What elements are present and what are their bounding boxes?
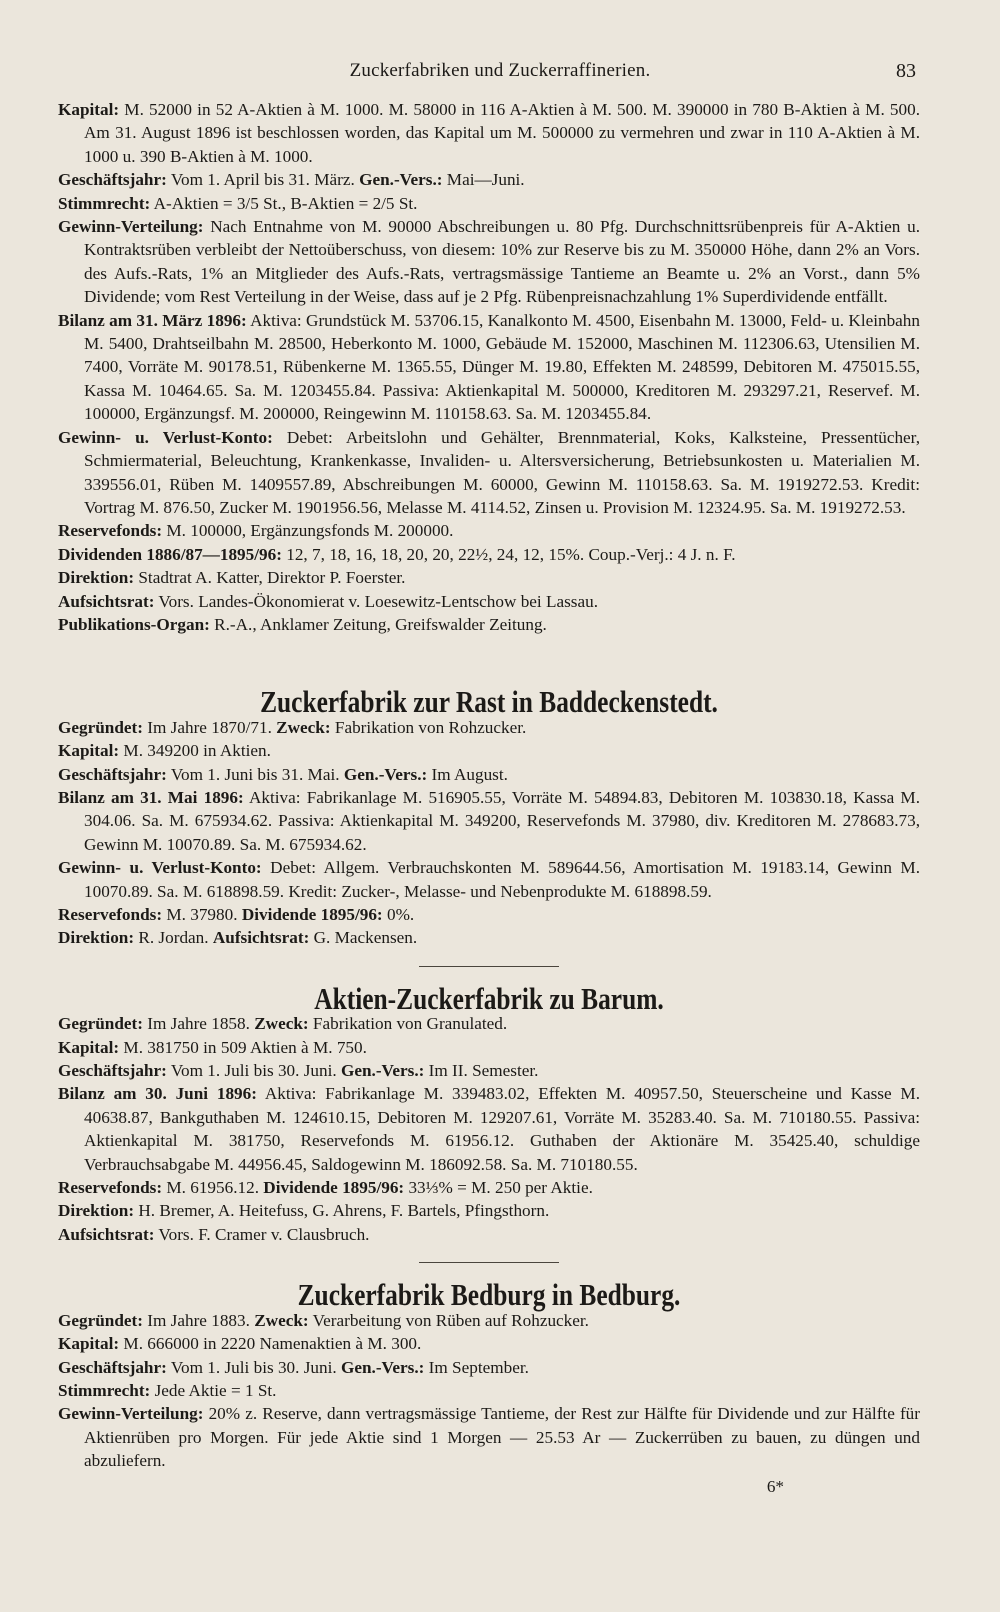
entry-paragraph	[58, 1082, 920, 1176]
entry-text: Im Jahre 1883.	[142, 1310, 255, 1330]
entry-text: M. 666000 in 2220 Namenaktien à M. 300.	[119, 1334, 422, 1354]
entry-paragraph	[58, 903, 920, 926]
entry-text: Debet: Arbeitslohn und Gehälter, Brennmaterial, Koks, Kalksteine, Pressentücher, Schmiermaterial, Beleuchtung, Krankenkasse, Invaliden- u. Altersversicherung, Betriebsunkosten u. Materialien M. 339556.01, Rüben M. 1409557.89, Abschreibungen M. 60000, Gewinn M. 110158.63. Sa. M. 1919272.53. Kredit: Vortrag M. 876.50, Zucker M. 1901956.56, Melasse M. 4114.52, Zinsen u. Provision M. 12324.95. Sa. M. 1919272.53.	[84, 427, 921, 517]
entry-paragraph	[58, 168, 920, 191]
entry-label: Direktion:	[58, 1201, 135, 1221]
entry-label: Gegründet:	[58, 717, 143, 737]
entry-text: Vom 1. April bis 31. März.	[166, 170, 360, 190]
entry-label: Gen.-Vers.:	[343, 764, 428, 784]
entry-text: H. Bremer, A. Heitefuss, G. Ahrens, F. Bartels, Pfingsthorn.	[134, 1201, 550, 1221]
entry-text: M. 100000, Ergänzungsfonds M. 200000.	[162, 521, 454, 541]
running-title: Zuckerfabriken und Zuckerraffinerien.	[349, 60, 651, 81]
entry-paragraph	[58, 1223, 920, 1246]
entry-label: Bilanz am 30. Juni 1896:	[58, 1084, 257, 1104]
entry-label: Publikations-Organ:	[58, 614, 210, 634]
entry-paragraph	[58, 590, 920, 613]
entry-paragraph	[58, 1379, 920, 1402]
entry-paragraph	[58, 1036, 920, 1059]
entry-paragraph	[58, 926, 920, 949]
entry-label: Kapital:	[58, 1037, 120, 1057]
entry-text: A-Aktien = 3/5 St., B-Aktien = 2/5 St.	[150, 193, 418, 213]
entry-text: Vom 1. Juli bis 30. Juni.	[166, 1357, 341, 1377]
entry-label: Dividende 1895/96:	[241, 905, 383, 924]
entry-label: Aufsichtsrat:	[58, 1224, 155, 1244]
entry-paragraph	[58, 98, 920, 168]
section-divider	[419, 966, 559, 967]
entry-text: Im II. Semester.	[424, 1061, 539, 1081]
entry-text: Im Jahre 1858.	[142, 1014, 255, 1034]
entry-text: Vom 1. Juli bis 30. Juni.	[166, 1061, 341, 1081]
entry-label: Kapital:	[58, 741, 120, 761]
entry-label: Bilanz am 31. Mai 1896:	[58, 787, 244, 807]
entry-text: Im September.	[424, 1357, 529, 1377]
entry-label: Gewinn-Verteilung:	[58, 1404, 204, 1424]
company-title: Zuckerfabrik zur Rast in Baddeckenstedt.	[260, 684, 718, 720]
entry-text: Aktiva: Fabrikanlage M. 339483.02, Effekten M. 40957.50, Steuerscheine und Kasse M. 40638.87, Bankguthaben M. 124610.15, Debitoren M. 129207.61, Vorräte M. 35283.40. Sa. M. 710180.55. Passiva: Aktienkapital M. 381750, Reservefonds M. 61956.12. Guthaben der Aktionäre M. 35425.40, schuldige Verbrauchsabgabe M. 44956.45, Saldogewinn M. 186092.58. Sa. M. 710180.55.	[84, 1084, 921, 1174]
entry-label: Direktion:	[58, 568, 135, 588]
entry-text: Fabrikation von Granulated.	[308, 1014, 508, 1034]
entry-text: Nach Entnahme von M. 90000 Abschreibungen u. 80 Pfg. Durchschnittsrübenpreis für A-Aktien u. Kontraktsrüben verbleibt der Nettoüberschuss, von diesem: 10% zur Reserve bis zu M. 350000 Höhe, dann 2% an Vors. des Aufs.-Rats, 1% an Mitglieder des Aufs.-Rats, vertragsmässige Tantieme an Beamte u. 2% an Vorst., dann 5% Dividende; vom Rest Verteilung in der Weise, dass auf je 2 Pfg. Rübenpreisnachzahlung 1% Superdividende entfällt.	[84, 217, 920, 307]
entry-text: 20% z. Reserve, dann vertragsmässige Tantieme, der Rest zur Hälfte für Dividende und zur Hälfte für Aktienrüben pro Morgen. Für jede Aktie sind 1 Morgen — 25.53 Ar — Zuckerrüben zu bauen, zu düngen und abzuliefern.	[84, 1404, 920, 1471]
entry-paragraph	[58, 739, 920, 762]
entry-label: Gen.-Vers.:	[340, 1061, 425, 1081]
section-divider	[419, 1262, 559, 1263]
entry-label: Kapital:	[58, 1334, 120, 1354]
entry-text: Im August.	[427, 764, 508, 784]
entry-text: Vors. F. Cramer v. Clausbruch.	[154, 1224, 370, 1244]
entry-label: Gen.-Vers.:	[340, 1357, 425, 1377]
entry-paragraph	[58, 543, 920, 566]
company-title: Zuckerfabrik Bedburg in Bedburg.	[297, 1277, 681, 1313]
entry-text: 12, 7, 18, 16, 18, 20, 20, 22½, 24, 12, 15%. Coup.-Verj.: 4 J. n. F.	[281, 544, 736, 564]
entry-label: Bilanz am 31. März 1896:	[58, 310, 247, 330]
entry-paragraph	[58, 519, 920, 542]
entry-paragraph	[58, 1059, 920, 1082]
entry-paragraph	[58, 309, 920, 426]
entry-text: 0%.	[382, 905, 415, 924]
entry-label: Aufsichtsrat:	[212, 928, 310, 948]
entry-text: Aktiva: Fabrikanlage M. 516905.55, Vorräte M. 54894.83, Debitoren M. 103830.18, Kassa M. 304.06. Sa. M. 675934.62. Passiva: Aktienkapital M. 349200, Reservefonds M. 37980, div. Kreditoren M. 278683.73, Gewinn M. 10070.89. Sa. M. 675934.62.	[84, 787, 921, 854]
entry-paragraph	[58, 1332, 920, 1355]
entry-label: Gen.-Vers.:	[359, 170, 443, 190]
entry-text: Stadtrat A. Katter, Direktor P. Foerster.	[134, 568, 406, 588]
entry-text: R. Jordan.	[134, 928, 213, 948]
entry-paragraph	[58, 215, 920, 309]
entry-paragraph	[58, 192, 920, 215]
entry-paragraph	[58, 786, 920, 856]
company-title: Aktien-Zuckerfabrik zu Barum.	[314, 980, 664, 1016]
entry-label: Reservefonds:	[58, 1178, 163, 1198]
entry-paragraph	[58, 426, 920, 520]
entry-text: G. Mackensen.	[309, 928, 418, 948]
entry-label: Reservefonds:	[58, 521, 163, 541]
entry-paragraph	[58, 613, 920, 636]
entry-label: Gegründet:	[58, 1310, 143, 1330]
entry-label: Gegründet:	[58, 1014, 143, 1034]
entry-label: Stimmrecht:	[58, 193, 151, 213]
entry-paragraph	[58, 1402, 920, 1472]
signature-mark: 6*	[766, 1476, 784, 1496]
page-number: 83	[896, 60, 916, 82]
entry-text: M. 349200 in Aktien.	[119, 741, 271, 761]
entry-text: M. 37980.	[162, 905, 242, 924]
entry-paragraph	[58, 1199, 920, 1222]
entry-label: Gewinn- u. Verlust-Konto:	[58, 427, 273, 447]
entry-paragraph	[58, 856, 920, 903]
entry-text: M. 52000 in 52 A-Aktien à M. 1000. M. 58000 in 116 A-Aktien à M. 500. M. 390000 in 780 B-Aktien à M. 500. Am 31. August 1896 ist beschlossen worden, das Kapital um M. 500000 zu vermehren und zwar in 110 A-Aktien à M. 1000 u. 390 B-Aktien à M. 1000.	[84, 100, 920, 166]
entry-text: Jede Aktie = 1 St.	[150, 1380, 277, 1400]
entry-label: Geschäftsjahr:	[58, 170, 167, 190]
entry-label: Gewinn-Verteilung:	[58, 217, 204, 237]
entry-text: Vom 1. Juni bis 31. Mai.	[166, 764, 344, 784]
entry-text: M. 61956.12.	[162, 1178, 264, 1198]
entry-text: R.-A., Anklamer Zeitung, Greifswalder Zeitung.	[209, 614, 547, 634]
entry-label: Geschäftsjahr:	[58, 1357, 167, 1377]
entry-text: Im Jahre 1870/71.	[142, 717, 277, 737]
entry-text: M. 381750 in 509 Aktien à M. 750.	[119, 1037, 367, 1057]
page-body	[58, 98, 920, 1498]
entry-text: 33⅓% = M. 250 per Aktie.	[404, 1178, 593, 1198]
entry-paragraph	[58, 1356, 920, 1379]
entry-text: Aktiva: Grundstück M. 53706.15, Kanalkonto M. 4500, Eisenbahn M. 13000, Feld- u. Kleinbahn M. 5400, Drahtseilbahn M. 28500, Heberkonto M. 1000, Gebäude M. 152000, Maschinen M. 112306.63, Utensilien M. 7400, Vorräte M. 90178.51, Rübenkerne M. 1365.55, Dünger M. 19.80, Effekten M. 248599, Debitoren M. 475015.55, Kassa M. 10464.65. Sa. M. 1203455.84. Passiva: Aktienkapital M. 500000, Kreditoren M. 293297.21, Reservef. M. 100000, Ergänzungsf. M. 200000, Reingewinn M. 110158.63. Sa. M. 1203455.84.	[84, 310, 920, 424]
entry-text: Fabrikation von Rohzucker.	[330, 717, 527, 737]
entry-label: Kapital:	[58, 100, 120, 119]
entry-label: Stimmrecht:	[58, 1380, 151, 1400]
entry-paragraph	[58, 1176, 920, 1199]
entry-label: Zweck:	[254, 1014, 309, 1034]
entry-label: Reservefonds:	[58, 905, 163, 924]
entry-paragraph	[58, 566, 920, 589]
entry-label: Aufsichtsrat:	[58, 591, 155, 611]
entry-text: Mai—Juni.	[442, 170, 525, 190]
entry-label: Direktion:	[58, 928, 135, 948]
entry-text: Verarbeitung von Rüben auf Rohzucker.	[308, 1310, 589, 1330]
entry-label: Zweck:	[276, 717, 331, 737]
entry-text: Vors. Landes-Ökonomierat v. Loesewitz-Lentschow bei Lassau.	[154, 591, 599, 611]
entry-paragraph	[58, 763, 920, 786]
running-header	[0, 60, 1000, 84]
entry-label: Geschäftsjahr:	[58, 1061, 167, 1081]
entry-label: Gewinn- u. Verlust-Konto:	[58, 858, 262, 878]
entry-label: Dividende 1895/96:	[263, 1178, 405, 1198]
entry-text: Debet: Allgem. Verbrauchskonten M. 589644.56, Amortisation M. 19183.14, Gewinn M. 10070.89. Sa. M. 618898.59. Kredit: Zucker-, Melasse- und Nebenprodukte M. 618898.59.	[84, 858, 920, 901]
entry-label: Dividenden 1886/87—1895/96:	[58, 544, 282, 564]
entry-label: Geschäftsjahr:	[58, 764, 167, 784]
entry-label: Zweck:	[254, 1310, 309, 1330]
